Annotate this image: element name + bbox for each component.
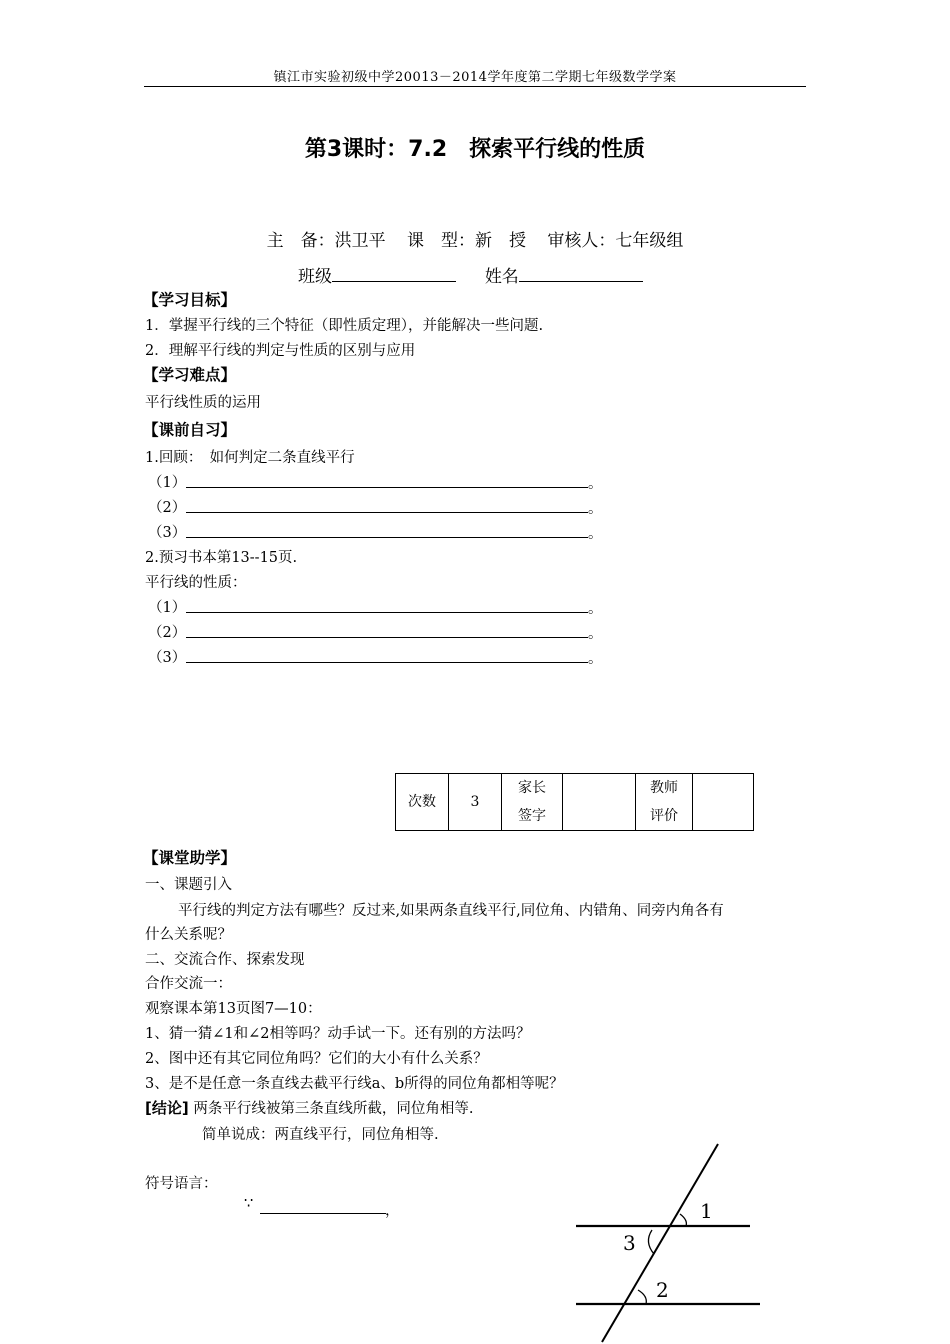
preview-question-2: 2.预习书本第13--15页. (145, 550, 298, 566)
name-label: 姓名 (484, 267, 519, 287)
answer-line[interactable] (186, 487, 588, 488)
parent-sign-label (502, 774, 563, 831)
intro-line: 平行线的判定方法有哪些？反过来,如果两条直线平行,同位角、内错角、同旁内角各有 (178, 903, 724, 919)
answer-number: （3） (148, 650, 187, 666)
symbol-label: 符号语言： (145, 1176, 218, 1192)
question: 1、猜一猜∠1和∠2相等吗？动手试一下。还有别的方法吗？ (145, 1026, 531, 1042)
angle-3-label: 3 (623, 1231, 636, 1255)
answer-line[interactable] (186, 512, 588, 513)
end-mark: 。 (588, 601, 603, 617)
conclusion (145, 1097, 473, 1118)
transversal-line (602, 1144, 718, 1342)
page-title: 第3课时：7.2 探索平行线的性质 (304, 137, 646, 162)
answer-number: （2） (148, 625, 187, 641)
lesson-type: 课 型：新 授 (407, 231, 526, 251)
because-symbol: ∵ (244, 1196, 254, 1212)
parallel-lines-figure (560, 1138, 780, 1344)
preview-heading: 【课前自习】 (143, 421, 237, 439)
main-prep: 主 备：洪卫平 (266, 231, 386, 251)
explore-title: 二、交流合作、探索发现 (145, 952, 305, 968)
name-field[interactable] (519, 265, 643, 282)
answer-line[interactable] (186, 612, 588, 613)
angle-2-label: 2 (656, 1278, 669, 1302)
teacher-eval-label (636, 774, 693, 831)
goal-item: 2．理解平行线的判定与性质的区别与应用 (145, 343, 416, 359)
answer-line[interactable] (186, 637, 588, 638)
parent-sign-line: 家长 (518, 780, 546, 796)
answer-line[interactable] (186, 537, 588, 538)
count-value: 3 (449, 774, 502, 831)
question: 2、图中还有其它同位角吗？它们的大小有什么关系？ (145, 1051, 488, 1067)
answer-line[interactable] (186, 662, 588, 663)
end-mark: 。 (588, 626, 603, 642)
goals-heading: 【学习目标】 (143, 291, 237, 309)
end-mark: 。 (588, 501, 603, 517)
angle-1-arc (680, 1214, 686, 1226)
intro-line: 什么关系呢？ (145, 927, 232, 943)
teacher-eval-line: 评价 (650, 808, 678, 824)
score-table (395, 773, 754, 831)
answer-number: （3） (148, 525, 187, 541)
question: 3、是不是任意一条直线去截平行线a、b所得的同位角都相等呢？ (145, 1076, 564, 1092)
parent-sign-line: 签字 (518, 808, 546, 824)
class-field[interactable] (332, 265, 456, 282)
conclusion-tag: [结论] (145, 1099, 189, 1117)
intro-title: 一、课题引入 (145, 877, 232, 893)
end-mark: 。 (588, 476, 603, 492)
answer-number: （1） (148, 475, 187, 491)
preview-question-1: 1.回顾： 如何判定二条直线平行 (145, 450, 355, 466)
coop-label: 合作交流一： (145, 976, 232, 992)
conclusion-text: 两条平行线被第三条直线所截，同位角相等. (193, 1101, 474, 1117)
teacher-eval-cell[interactable] (693, 774, 754, 831)
page-header: 镇江市实验初级中学20013－2014学年度第二学期七年级数学学案 (273, 70, 677, 85)
lesson-meta (0, 226, 950, 251)
teacher-eval-line: 教师 (650, 780, 678, 796)
class-name-row (298, 262, 643, 287)
angle-2-arc (638, 1290, 646, 1304)
short-statement: 简单说成：两直线平行，同位角相等. (202, 1127, 439, 1143)
end-mark: 。 (588, 651, 603, 667)
angle-3-arc (648, 1230, 654, 1254)
end-mark: 。 (588, 526, 603, 542)
symbol-answer-line[interactable] (260, 1213, 386, 1214)
parent-sign-cell[interactable] (563, 774, 636, 831)
goal-item: 1．掌握平行线的三个特征（即性质定理），并能解决一些问题. (145, 318, 544, 334)
answer-number: （2） (148, 500, 187, 516)
properties-label: 平行线的性质： (145, 575, 247, 591)
difficulty-heading: 【学习难点】 (143, 366, 237, 384)
difficulty-text: 平行线性质的运用 (145, 395, 261, 411)
observe-text: 观察课本第13页图7—10： (145, 1001, 322, 1017)
answer-number: （1） (148, 600, 187, 616)
classroom-heading: 【课堂助学】 (143, 849, 237, 867)
class-label: 班级 (298, 267, 332, 287)
comma: ， (385, 1203, 400, 1219)
angle-1-label: 1 (700, 1199, 713, 1223)
header-divider (144, 86, 806, 87)
count-label: 次数 (396, 774, 449, 831)
reviewer: 审核人：七年级组 (547, 231, 684, 251)
